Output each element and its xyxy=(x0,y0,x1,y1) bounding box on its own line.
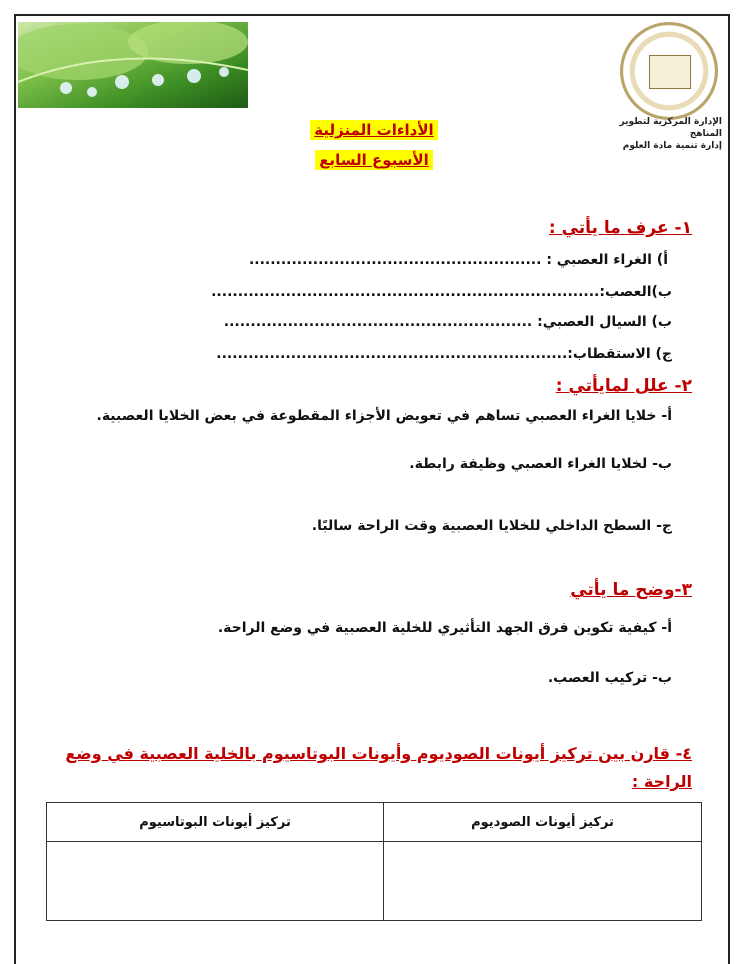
q3-item-a: أ- كيفية تكوين فرق الجهد التأثيري للخلية العصبية في وضع الراحة. xyxy=(217,620,672,636)
answer-cell-potassium[interactable] xyxy=(47,842,384,921)
q1-item-a: أ) الغراء العصبي : ....................................................... xyxy=(248,252,668,268)
q2-item-a: أ- خلايا الغراء العصبي تساهم في تعويض الأجزاء المقطوعة في بعض الخلايا العصبية. xyxy=(96,408,672,424)
ministry-line-2: إدارة تنمية مادة العلوم xyxy=(622,141,722,151)
header-sodium: تركيز أيونات الصوديوم xyxy=(384,803,702,842)
comparison-table xyxy=(46,802,702,921)
subtitle-block xyxy=(16,150,732,169)
q2-item-b: ب- لخلايا الغراء العصبي وظيفة رابطة. xyxy=(409,456,672,472)
q2-heading: ٢- علل لمايأتي : xyxy=(555,376,692,396)
ministry-seal-logo xyxy=(620,22,718,120)
q1-heading: ١- عرف ما يأتي : xyxy=(548,218,692,238)
q4-heading-line-2: الراحة : xyxy=(631,772,692,791)
table-answer-row xyxy=(47,842,702,921)
q1-item-b: ب)العصب:......................................................................... xyxy=(211,284,672,300)
header-potassium: تركيز أيونات البوتاسيوم xyxy=(47,803,384,842)
worksheet-subtitle: الأسبوع السابع xyxy=(315,150,433,170)
q4-heading-line-1: ٤- قارن بين تركيز أيونات الصوديوم وأيونات البوتاسيوم بالخلية العصبية في وضع xyxy=(65,744,692,763)
q1-item-d: ج) الاستقطاب:.................................................................. xyxy=(216,346,672,362)
table-header-row xyxy=(47,803,702,842)
leaf-header-image xyxy=(18,22,248,108)
q1-item-c: ب) السيال العصبي: .......................................................... xyxy=(223,314,672,330)
q2-item-c: ج- السطح الداخلي للخلايا العصبية وقت الراحة سالبًا. xyxy=(311,518,672,534)
q3-item-b: ب- تركيب العصب. xyxy=(547,670,672,686)
title-block xyxy=(16,120,732,139)
q3-heading: ٣-وضح ما يأتي xyxy=(570,580,692,600)
eagle-emblem-icon xyxy=(649,55,691,89)
worksheet-page xyxy=(14,14,730,964)
leaf-drops-graphic xyxy=(18,22,248,108)
ministry-line-1: الإدارة المركزية لتطوير المناهج xyxy=(619,117,722,139)
worksheet-title: الأداءات المنزلية xyxy=(310,120,437,140)
answer-cell-sodium[interactable] xyxy=(384,842,702,921)
